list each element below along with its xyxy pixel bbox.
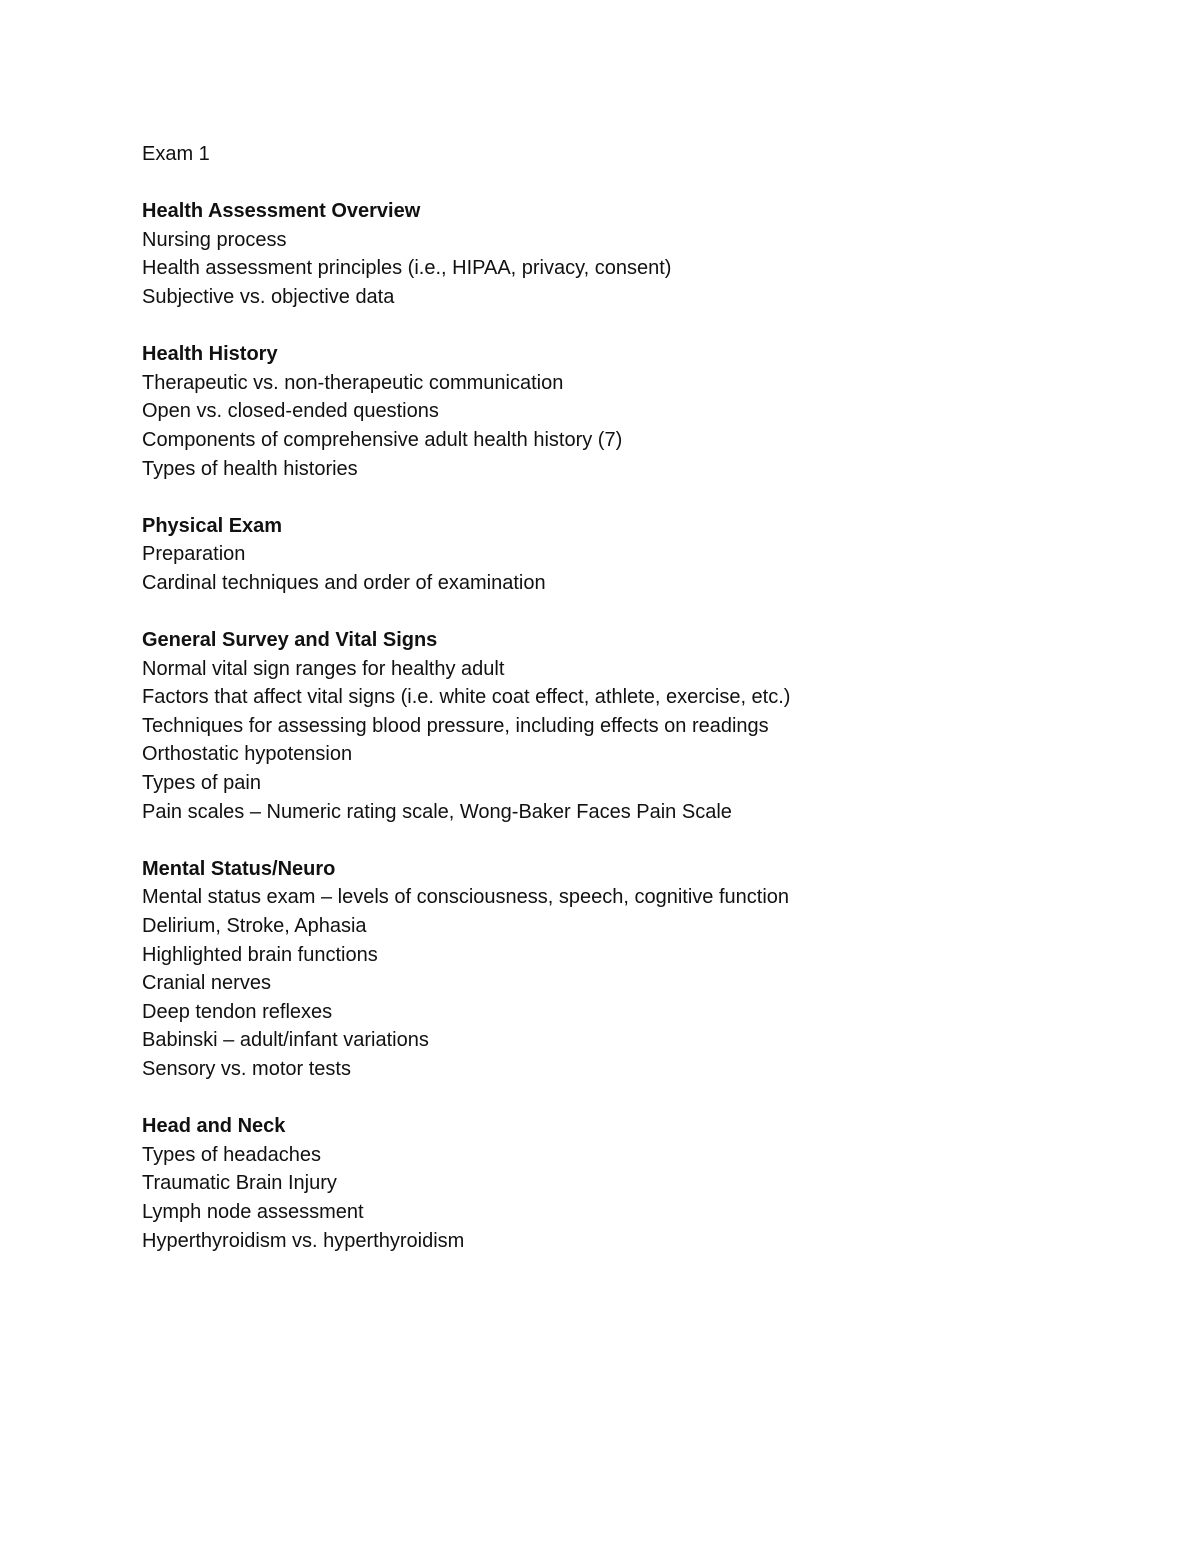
section-item: Normal vital sign ranges for healthy adult [142,657,505,680]
section-heading: Health Assessment Overview [142,200,421,223]
section-heading: Mental Status/Neuro [142,857,336,880]
section-item-list [142,540,1102,597]
section-item: Health assessment principles (i.e., HIPAA, privacy, consent) [142,257,672,280]
blank-line [142,826,1102,855]
section-item: Mental status exam – levels of consciousness, speech, cognitive function [142,886,790,909]
section-item: Highlighted brain functions [142,943,378,966]
blank-line [142,483,1102,512]
section-item-list [142,883,1102,1083]
section-heading: General Survey and Vital Signs [142,629,438,652]
section-item: Subjective vs. objective data [142,285,395,308]
section-item: Cardinal techniques and order of examination [142,571,546,594]
document-title: Exam 1 [142,143,210,165]
section-item-list [142,1141,1102,1255]
section-item: Types of headaches [142,1143,322,1166]
section-item: Pain scales – Numeric rating scale, Wong-Baker Faces Pain Scale [142,800,732,823]
blank-line [142,1084,1102,1113]
section-item: Delirium, Stroke, Aphasia [142,915,367,938]
section-item: Orthostatic hypotension [142,743,353,766]
section [142,1112,1102,1255]
section-item: Babinski – adult/infant variations [142,1029,429,1052]
section-item: Nursing process [142,228,287,251]
section-item: Types of pain [142,772,261,795]
section-item: Preparation [142,543,246,566]
section [142,626,1102,826]
section-item: Types of health histories [142,457,358,480]
section-item-list [142,369,1102,483]
section [142,340,1102,483]
section-item: Deep tendon reflexes [142,1000,333,1023]
section-item: Techniques for assessing blood pressure, including effects on readings [142,714,769,737]
section-heading: Health History [142,343,278,366]
section-item: Components of comprehensive adult health history (7) [142,428,623,451]
blank-line [142,598,1102,627]
section-item-list [142,655,1102,827]
section-list [142,169,1102,1256]
section-item: Hyperthyroidism vs. hyperthyroidism [142,1229,465,1252]
document-content [142,140,1102,1255]
section-item: Sensory vs. motor tests [142,1058,351,1080]
section [142,197,1102,311]
blank-line [142,312,1102,341]
section-item: Open vs. closed-ended questions [142,400,439,423]
section-item: Therapeutic vs. non-therapeutic communication [142,371,564,394]
section-item: Lymph node assessment [142,1200,364,1223]
section-item: Traumatic Brain Injury [142,1172,337,1195]
section-item: Factors that affect vital signs (i.e. white coat effect, athlete, exercise, etc.) [142,686,791,709]
section [142,512,1102,598]
section-item-list [142,226,1102,312]
section-heading: Physical Exam [142,514,283,537]
section-item: Cranial nerves [142,972,271,995]
section-heading: Head and Neck [142,1115,286,1138]
section [142,855,1102,1084]
blank-line [142,169,1102,198]
